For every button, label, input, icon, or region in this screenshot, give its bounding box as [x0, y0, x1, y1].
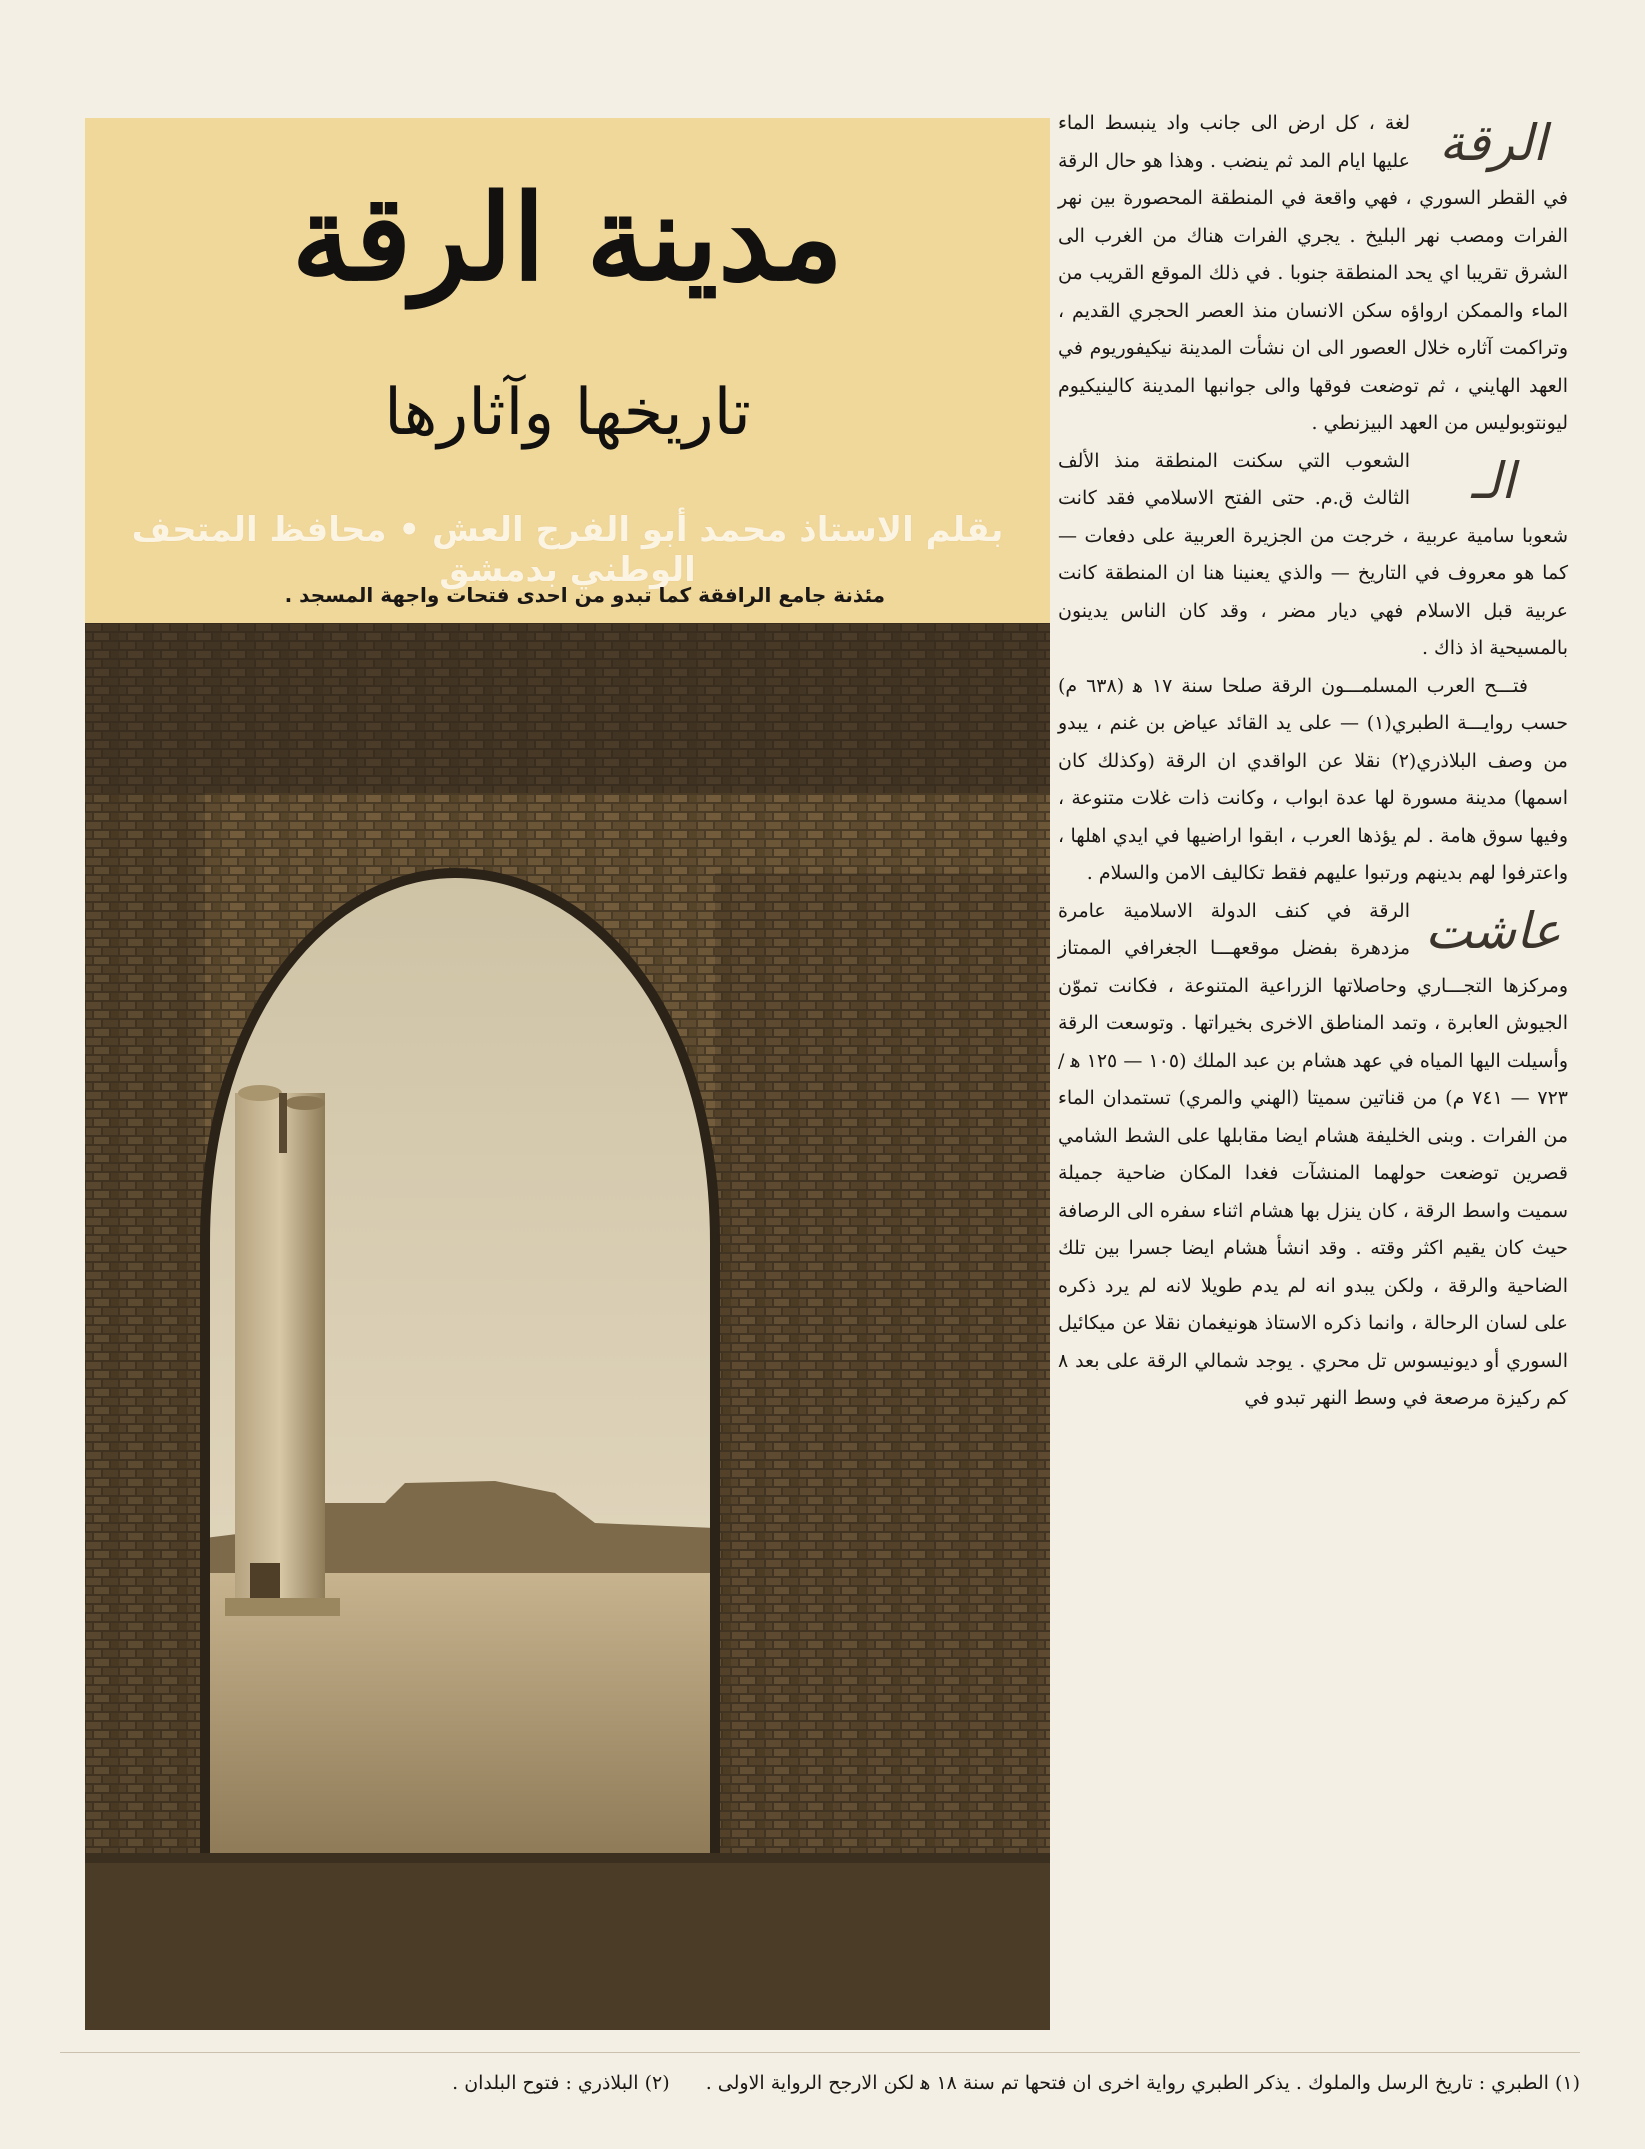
photo-minaret-through-arch: [85, 623, 1050, 2030]
footnotes: [60, 2072, 1580, 2094]
article-title: مدينة الرقة: [291, 168, 844, 307]
photo-caption: مئذنة جامع الرافقة كما تبدو من احدى فتحات واجهة المسجد .: [284, 583, 885, 607]
footnote-2: (٢) البلاذري : فتوح البلدان .: [452, 2072, 670, 2094]
dropcap-2: الـ: [1471, 451, 1515, 510]
article-subtitle: تاريخها وآثارها: [384, 376, 751, 450]
archway-photo-illustration: [85, 623, 1050, 2030]
section-1-paragraph-1: لغة ، كل ارض الى جانب واد ينبسط الماء عليها ايام المد ثم ينضب . وهذا هو حال الرقة في القطر السوري ، فهي واقعة في المنطقة المحصورة بين نهر الفرات ومصب نهر البليخ . يجري الفرات هناك من الغرب الى الشرق تقريبا اي يحد المنطقة جنوبا . في ذلك الموقع القريب من الماء والممكن ارواؤه سكن الانسان منذ العصر الحجري القديم ، وتراكمت آثاره خلال العصور الى ان نشأت المدينة نيكيفوريوم في العهد الهايني ، ثم توضعت فوقها والى جوانبها المدينة كالينيكيوم ليونتوبوليس من العهد البيزنطي .: [1058, 112, 1568, 434]
section-1: [1058, 105, 1568, 443]
section-3-paragraph-1: الرقة في كنف الدولة الاسلامية عامرة مزدهرة بفضل موقعهـــا الجغرافي الممتاز ومركزها التجـــاري وحاصلاتها الزراعية المتنوعة ، فكانت تموّن الجيوش العابرة ، وتمد المناطق الاخرى بخيراتها . وتوسعت الرقة وأسيلت اليها المياه في عهد هشام بن عبد الملك (١٠٥ — ١٢٥ ﻫ / ٧٢٣ — ٧٤١ م) من قناتين سميتا (الهني والمري) تستمدان الماء من الفرات . وبنى الخليفة هشام ايضا مقابلها على الشط الشامي قصرين توضعت حولهما المنشآت فغدا المكان ضاحية جميلة سميت واسط الرقة ، كان ينزل بها هشام اثناء سفره الى الرصافة حيث كان يقيم اكثر وقته . وقد انشأ هشام ايضا جسرا بين تلك الضاحية والرقة ، ولكن يبدو انه لم يدم طويلا لانه لم يرد ذكره على لسان الرحالة ، وانما ذكره الاستاذ هونيغمان نقلا عن ميكائيل السوري أو ديونيسوس تل محري . يوجد شمالي الرقة على بعد ٨ كم ركيزة مرصعة في وسط النهر تبدو في: [1058, 899, 1568, 1409]
section-3: [1058, 893, 1568, 1418]
dropcap-1: الرقة: [1439, 114, 1547, 172]
section-2: [1058, 443, 1568, 668]
footnote-divider: [60, 2052, 1580, 2053]
footnote-1: (١) الطبري : تاريخ الرسل والملوك . يذكر الطبري رواية اخرى ان فتحها تم سنة ١٨ ﻫ لكن الارجح الرواية الاولى .: [705, 2072, 1580, 2094]
section-2-paragraph-1: الشعوب التي سكنت المنطقة منذ الألف الثالث ق.م. حتى الفتح الاسلامي فقد كانت شعوبا سامية عربية ، خرجت من الجزيرة العربية على دفعات — كما هو معروف في التاريخ — والذي يعنينا هنا ان المنطقة كانت عربية قبل الاسلام فهي ديار مضر ، وقد كان الناس يدينون بالمسيحية اذ ذاك .: [1058, 449, 1568, 659]
section-2-paragraph-2: فتـــح العرب المسلمـــون الرقة صلحا سنة ١٧ ﻫ (٦٣٨ م) حسب روايـــة الطبري(١) — على يد القائد عياض بن غنم ، يبدو من وصف البلاذري(٢) نقلا عن الواقدي ان الرقة (وكذلك كان اسمها) مدينة مسورة لها عدة ابواب ، وكانت ذات غلات متنوعة ، وفيها سوق هامة . لم يؤذها العرب ، ابقوا اراضيها في ايدي اهلها ، واعترفوا لهم بدينهم ورتبوا عليهم فقط تكاليف الامن والسلام .: [1058, 674, 1568, 884]
title-panel: [85, 118, 1050, 623]
author-byline: بقلم الاستاذ محمد أبو الفرج العش • محافظ المتحف الوطني بدمشق: [131, 510, 1004, 590]
dropcap-3: عاشت: [1424, 901, 1562, 960]
article-body: [1058, 105, 1568, 2040]
